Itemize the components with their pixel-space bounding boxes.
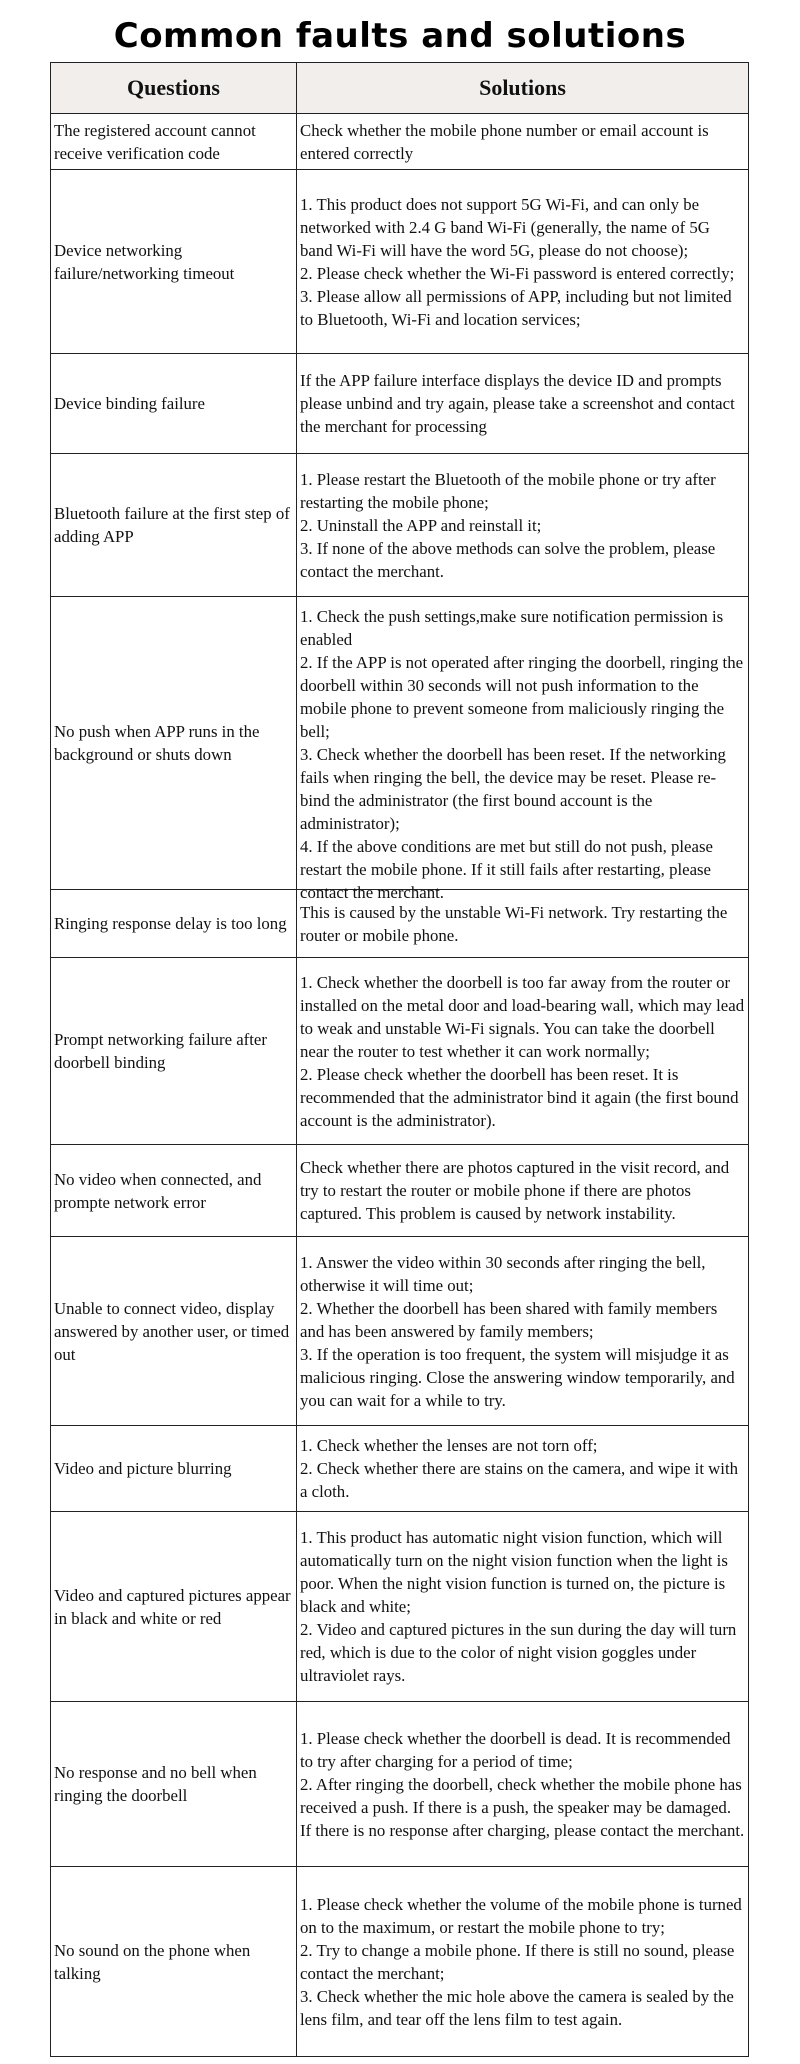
table-row <box>51 1237 749 1426</box>
question-cell: Ringing response delay is too long <box>51 890 297 958</box>
solution-cell: 1. Please restart the Bluetooth of the mobile phone or try after restarting the mobile phone; 2. Uninstall the APP and reinstall it; 3. If none of the above methods can solve the problem, please contact the merchant. <box>297 454 749 597</box>
question-cell: No response and no bell when ringing the doorbell <box>51 1702 297 1867</box>
solution-cell: 1. Check whether the doorbell is too far away from the router or installed on the metal door and load-bearing wall, which may lead to weak and unstable Wi-Fi signals. You can take the doorbell near the router to test whether it can work normally; 2. Please check whether the doorbell has been reset. It is recommended that the administrator bind it again (the first bound account is the administrator). <box>297 958 749 1145</box>
question-cell: Device binding failure <box>51 354 297 454</box>
table-row <box>51 1867 749 2057</box>
solution-cell: 1. This product has automatic night vision function, which will automatically turn on the night vision function when the light is poor. When the night vision function is turned on, the picture is black and white; 2. Video and captured pictures in the sun during the day will turn red, which is due to the color of night vision goggles under ultraviolet rays. <box>297 1512 749 1702</box>
solution-cell <box>297 597 749 902</box>
solutions-header: Solutions <box>297 63 749 114</box>
solution-cell: 1. Answer the video within 30 seconds after ringing the bell, otherwise it will time out; 2. Whether the doorbell has been shared with family members and has been answered by family members; 3. If the operation is too frequent, the system will misjudge it as malicious ringing. Close the answering window temporarily, and you can wait for a while to try. <box>297 1237 749 1426</box>
table-row <box>51 1145 749 1237</box>
table-row <box>51 1512 749 1702</box>
question-cell: No video when connected, and prompte network error <box>51 1145 297 1237</box>
question-cell: Bluetooth failure at the first step of adding APP <box>51 454 297 597</box>
table-row <box>51 1702 749 1867</box>
question-cell: Device networking failure/networking timeout <box>51 170 297 354</box>
table-row <box>51 114 749 170</box>
question-cell: No sound on the phone when talking <box>51 1867 297 2057</box>
solution-cell: Check whether there are photos captured in the visit record, and try to restart the router or mobile phone if there are photos captured. This problem is caused by network instability. <box>297 1145 749 1237</box>
solution-cell: 1. Please check whether the volume of the mobile phone is turned on to the maximum, or restart the mobile phone to try; 2. Try to change a mobile phone. If there is still no sound, please contact the merchant; 3. Check whether the mic hole above the camera is sealed by the lens film, and tear off the lens film to test again. <box>297 1867 749 2057</box>
page-title: Common faults and solutions <box>113 16 687 56</box>
question-cell: Prompt networking failure after doorbell binding <box>51 958 297 1145</box>
table-row <box>51 597 749 890</box>
question-cell: The registered account cannot receive verification code <box>51 114 297 170</box>
solution-cell: 1. This product does not support 5G Wi-Fi, and can only be networked with 2.4 G band Wi-Fi (generally, the name of 5G band Wi-Fi will have the word 5G, please do not choose); 2. Please check whether the Wi-Fi password is entered correctly; 3. Please allow all permissions of APP, including but not limited to Bluetooth, Wi-Fi and location services; <box>297 170 749 354</box>
solution-cell: This is caused by the unstable Wi-Fi network. Try restarting the router or mobile phone. <box>297 890 749 958</box>
question-cell: Video and picture blurring <box>51 1426 297 1512</box>
question-cell: Unable to connect video, display answered by another user, or timed out <box>51 1237 297 1426</box>
question-cell: Video and captured pictures appear in black and white or red <box>51 1512 297 1702</box>
table-row <box>51 170 749 354</box>
table-row <box>51 354 749 454</box>
solution-cell: 1. Check whether the lenses are not torn off; 2. Check whether there are stains on the camera, and wipe it with a cloth. <box>297 1426 749 1512</box>
faq-table <box>50 62 749 2057</box>
table-row <box>51 454 749 597</box>
question-cell: No push when APP runs in the background or shuts down <box>51 597 297 890</box>
questions-header: Questions <box>51 63 297 114</box>
solution-cell: Check whether the mobile phone number or email account is entered correctly <box>297 114 749 170</box>
solution-cell: If the APP failure interface displays the device ID and prompts please unbind and try again, please take a screenshot and contact the merchant for processing <box>297 354 749 454</box>
table-row <box>51 958 749 1145</box>
table-header-row <box>51 63 749 114</box>
solution-text: 1. Check the push settings,make sure notification permission is enabled 2. If the APP is not operated after ringing the doorbell, ringing the doorbell within 30 seconds will not push information to the mobile phone to prevent someone from maliciously ringing the bell; 3. Check whether the doorbell has been reset. If the networking fails when ringing the bell, the device may be reset. Please re-bind the administrator (the first bound account is the administrator); 4. If the above conditions are met but still do not push, please restart the mobile phone. If it still fails after restarting, please contact the merchant. <box>300 607 744 902</box>
solution-cell: 1. Please check whether the doorbell is dead. It is recommended to try after charging for a period of time; 2. After ringing the doorbell, check whether the mobile phone has received a push. If there is a push, the speaker may be damaged. If there is no response after charging, please contact the merchant. <box>297 1702 749 1867</box>
table-row <box>51 1426 749 1512</box>
